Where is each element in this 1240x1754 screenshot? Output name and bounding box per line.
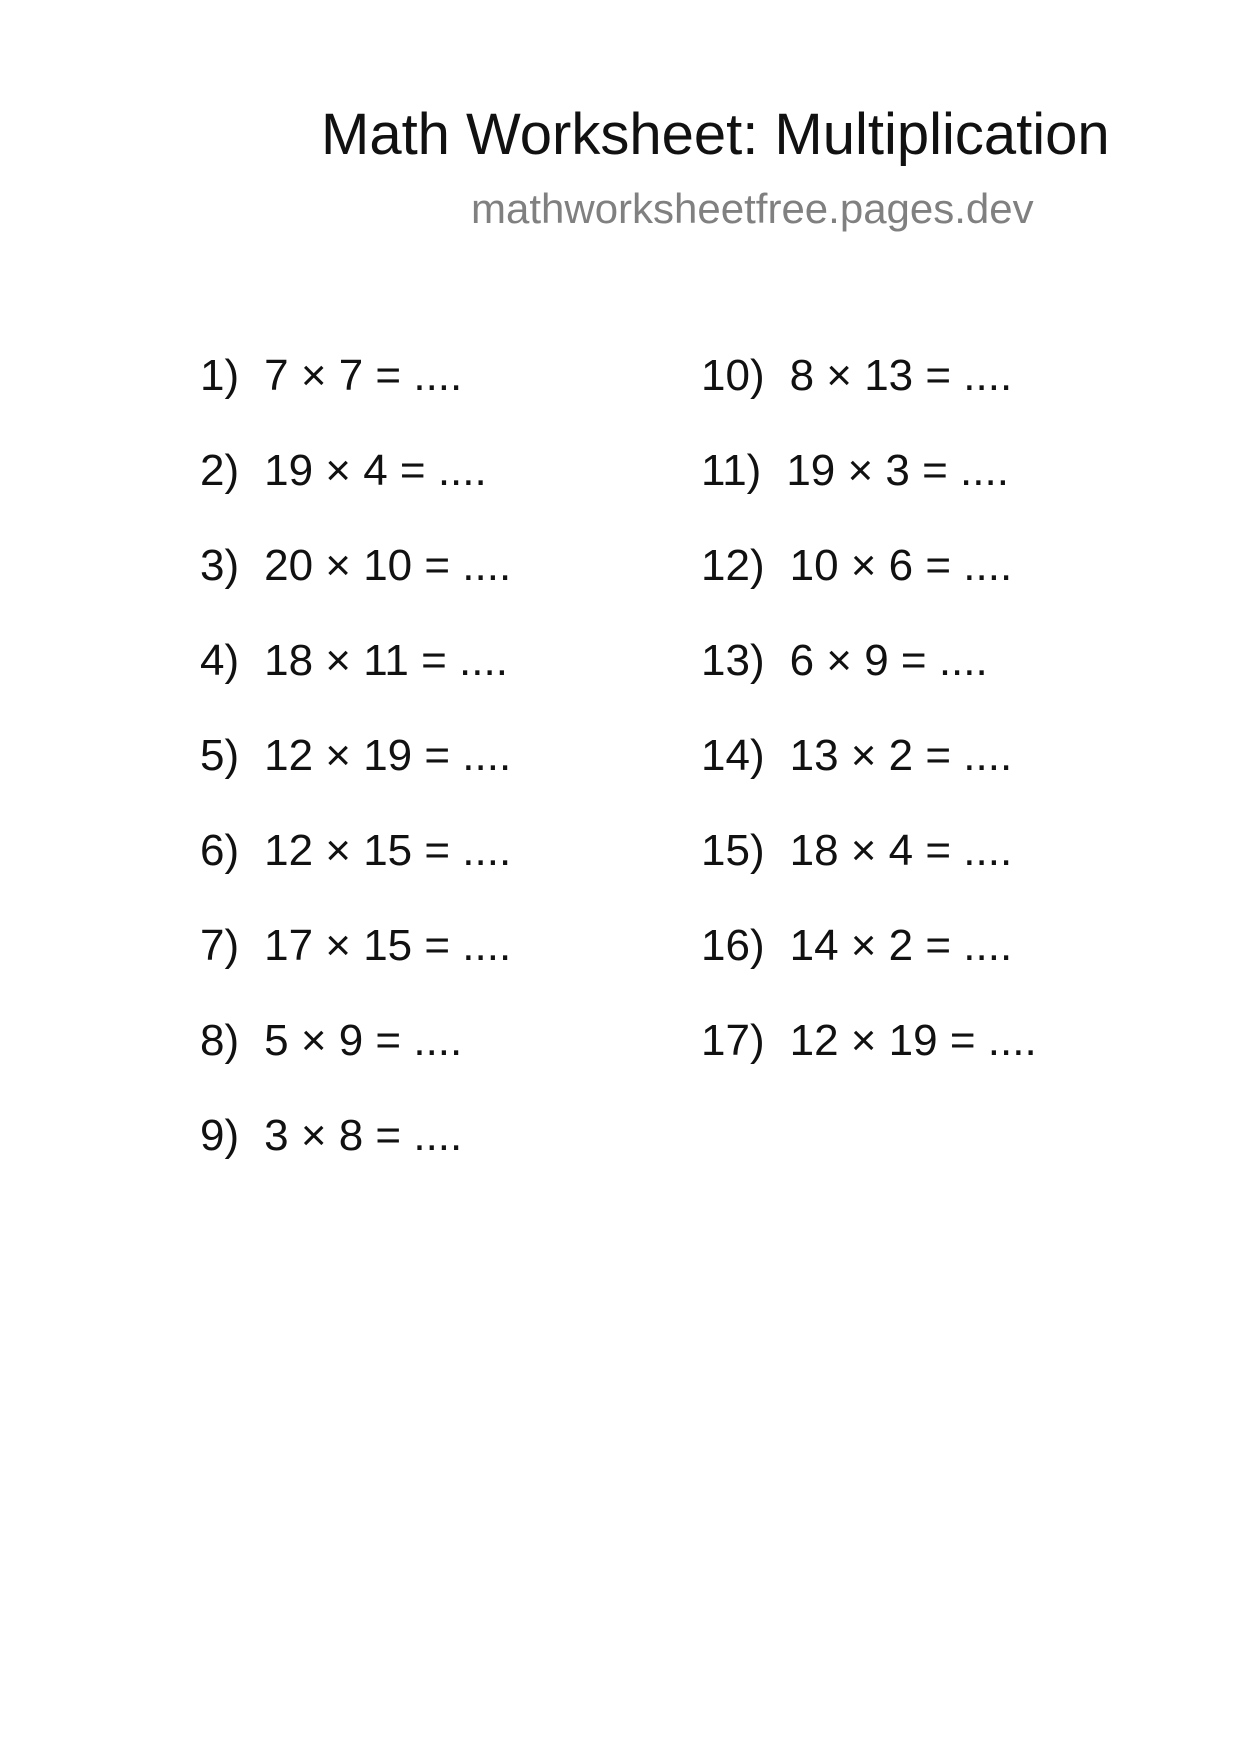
problem-expression: 18 × 11 = ....: [264, 636, 508, 685]
problem-number: 7): [200, 921, 240, 970]
problem-number: 17): [701, 1016, 765, 1065]
problem-expression: 8 × 13 = ....: [789, 351, 1013, 400]
problem-expression: 12 × 15 = ....: [264, 826, 512, 875]
problem-number: 6): [200, 826, 240, 875]
problem-item: [701, 920, 1037, 1015]
problem-item: [200, 730, 511, 825]
problem-number: 2): [200, 446, 240, 495]
problem-item: [200, 825, 511, 920]
problem-number: 12): [701, 541, 765, 590]
problem-expression: 20 × 10 = ....: [264, 541, 512, 590]
problem-item: [701, 825, 1037, 920]
problem-number: 5): [200, 731, 240, 780]
problem-number: 9): [200, 1111, 240, 1160]
problem-item: [200, 1015, 511, 1110]
problem-item: [200, 540, 511, 635]
problem-item: [701, 635, 1037, 730]
problem-number: 13): [701, 636, 765, 685]
problem-expression: 19 × 4 = ....: [264, 446, 487, 495]
problem-item: [701, 350, 1037, 445]
problem-expression: 14 × 2 = ....: [789, 921, 1013, 970]
problem-item: [701, 540, 1037, 635]
problem-expression: 10 × 6 = ....: [789, 541, 1013, 590]
problem-item: [200, 635, 511, 730]
website-url: mathworksheetfree.pages.dev: [471, 185, 1034, 232]
problem-item: [200, 1110, 511, 1205]
problem-expression: 5 × 9 = ....: [264, 1016, 463, 1065]
problem-item: [701, 445, 1037, 540]
problems-column-right: [701, 350, 1037, 1110]
problem-expression: 3 × 8 = ....: [264, 1111, 463, 1160]
problem-expression: 6 × 9 = ....: [789, 636, 988, 685]
problem-number: 1): [200, 351, 240, 400]
problem-item: [200, 920, 511, 1015]
problems-column-left: [200, 350, 511, 1205]
problem-number: 11): [701, 446, 762, 495]
problem-number: 16): [701, 921, 765, 970]
problem-item: [701, 730, 1037, 825]
problem-expression: 17 × 15 = ....: [264, 921, 512, 970]
problem-number: 8): [200, 1016, 240, 1065]
problem-item: [200, 445, 511, 540]
problem-expression: 13 × 2 = ....: [789, 731, 1013, 780]
problem-number: 14): [701, 731, 765, 780]
page-title: Math Worksheet: Multiplication: [321, 102, 1110, 167]
problem-expression: 19 × 3 = ....: [786, 446, 1009, 495]
problem-number: 3): [200, 541, 240, 590]
problem-expression: 12 × 19 = ....: [789, 1016, 1037, 1065]
problem-number: 10): [701, 351, 765, 400]
problem-item: [200, 350, 511, 445]
problem-expression: 18 × 4 = ....: [789, 826, 1013, 875]
problem-expression: 7 × 7 = ....: [264, 351, 463, 400]
problem-number: 15): [701, 826, 765, 875]
problem-item: [701, 1015, 1037, 1110]
problem-expression: 12 × 19 = ....: [264, 731, 512, 780]
problem-number: 4): [200, 636, 240, 685]
